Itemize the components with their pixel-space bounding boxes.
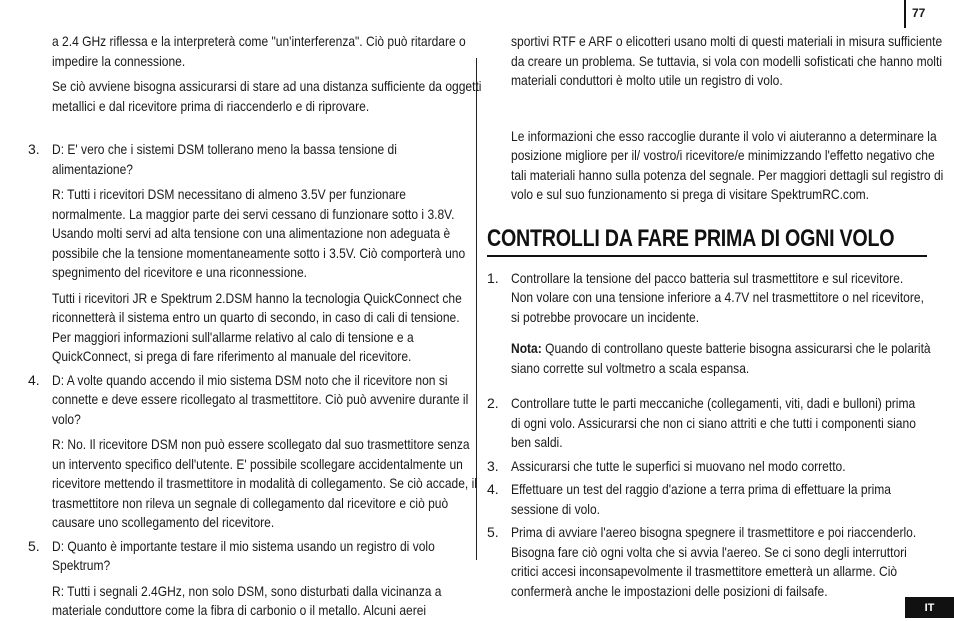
checklist-item-5 — [487, 523, 927, 601]
faq-answer: R: Tutti i ricevitori DSM necessitano di almeno 3.5V per funzionare normalmente. La maggior parte dei servi cessano di funzionare sotto i 3.8V. Usando molti servi ad alta tensione con una alimentazione non adeguata è possibile che la tensione momentaneamente sotto i 3.5V. Ciò comporterà uno spegnimento del ricevitore e una riconnessione. — [52, 186, 466, 280]
paragraph-continued: a 2.4 GHz riflessa e la interpreterà come "un'interferenza". Ciò può ritardare o impedire la connessione. — [52, 33, 466, 69]
faq-answer: R: No. Il ricevitore DSM non può essere scollegato dal suo trasmettitore senza un intervento specifico dell'utente. E' possibile scollegare accidentalmente un ricevitore mettendo il trasmettitore in modalità di collegamento. Se ciò accade, il trasmettitore non rileva un segnale di collegamento dal ricevitore e ciò può causare uno scollegamento del ricevitore. — [52, 436, 477, 530]
note-text: Quando di controllano queste batterie bisogna assicurarsi che le polarità siano corrette sul voltmetro a scala espansa. — [511, 340, 931, 376]
checklist-number: 3. — [487, 457, 499, 474]
page-number-rule — [904, 0, 906, 28]
checklist-item-2 — [487, 394, 927, 453]
note-label: Nota: — [511, 340, 542, 356]
checklist-text: Assicurarsi che tutte le superfici si muovano nel modo corretto. — [511, 457, 846, 474]
checklist-text: Effettuare un test del raggio d'azione a terra prima di effettuare la prima sessione di volo. — [511, 481, 891, 517]
checklist-number: 5. — [487, 524, 499, 540]
faq-item-3 — [28, 140, 478, 367]
paragraph-continued: sportivi RTF e ARF o elicotteri usano molti di questi materiali in misura sufficiente da creare un problema. Se tuttavia, si vola con modelli sofisticati che hanno molti materiali conduttori è molto utile un registro di volo. — [511, 33, 943, 88]
language-badge: IT — [905, 597, 954, 618]
left-column — [28, 32, 482, 621]
checklist-text: Controllare tutte le parti meccaniche (collegamenti, viti, dadi e bulloni) prima di ogni volo. Assicurarsi che non ci siano attriti e che tutti i componenti siano ben saldi. — [511, 395, 916, 450]
note — [487, 339, 931, 378]
faq-answer: R: Tutti i segnali 2.4GHz, non solo DSM, sono disturbati dalla vicinanza a materiale conduttore come la fibra di carbonio o il metallo. Alcuni aerei — [52, 582, 442, 618]
faq-number: 4. — [28, 371, 40, 388]
faq-item-4 — [28, 371, 478, 533]
faq-item-5 — [28, 537, 478, 621]
right-column — [487, 32, 944, 601]
checklist-number: 1. — [487, 269, 499, 286]
paragraph: Le informazioni che esso raccoglie durante il volo vi aiuteranno a determinare la posizione migliore per il/ vostro/i ricevitore/e minimizzando l'effetto negativo che tali materiali hanno sulla potenza del segnale. Per maggiori dettagli sul registro di volo e sul suo funzionamento si prega di visitare SpektrumRC.com. — [511, 127, 944, 202]
faq-answer: Tutti i ricevitori JR e Spektrum 2.DSM hanno la tecnologia QuickConnect che riconnetterà il sistema entro un quarto di secondo, in caso di cali di tensione. Per maggiori informazioni sull'allarme relativo al calo di tensione e a QuickConnect, si prega di fare riferimento al manuale del ricevitore. — [52, 289, 462, 364]
faq-number: 5. — [28, 537, 40, 554]
checklist-number: 2. — [487, 395, 499, 411]
page-number: 77 — [912, 6, 926, 20]
faq-number: 3. — [28, 141, 40, 157]
checklist-item-3 — [487, 457, 927, 477]
checklist-text: Prima di avviare l'aereo bisogna spegnere il trasmettitore e poi riaccenderlo. Bisogna fare ciò ogni volta che si avvia l'aereo. Se ci sono degli interruttori critici accesi inconsapevolmente il trasmettitore emetterà un allarme. Ciò confermerà anche le impostazioni delle posizioni di failsafe. — [511, 524, 917, 599]
paragraph: Se ciò avviene bisogna assicurarsi di stare ad una distanza sufficiente da oggetti metallici e dal ricevitore prima di riaccenderlo e di riprovare. — [52, 78, 482, 114]
faq-question: D: A volte quando accendo il mio sistema DSM noto che il ricevitore non si connette e deve essere ricollegato al trasmettitore. Ciò può avvenire durante il volo? — [52, 371, 469, 427]
faq-question: D: E' vero che i sistemi DSM tollerano meno la bassa tensione di alimentazione? — [52, 141, 397, 177]
section-heading: CONTROLLI DA FARE PRIMA DI OGNI VOLO — [487, 225, 927, 257]
checklist-item-1 — [487, 269, 927, 328]
faq-question: D: Quanto è importante testare il mio sistema usando un registro di volo Spektrum? — [52, 537, 435, 573]
checklist-number: 4. — [487, 481, 499, 497]
checklist-text: Controllare la tensione del pacco batteria sul trasmettitore e sul ricevitore. Non volare con una tensione inferiore a 4.7V nel trasmettitore o nel ricevitore, si potrebbe provocare un incidente. — [511, 269, 924, 325]
checklist-item-4 — [487, 480, 927, 519]
